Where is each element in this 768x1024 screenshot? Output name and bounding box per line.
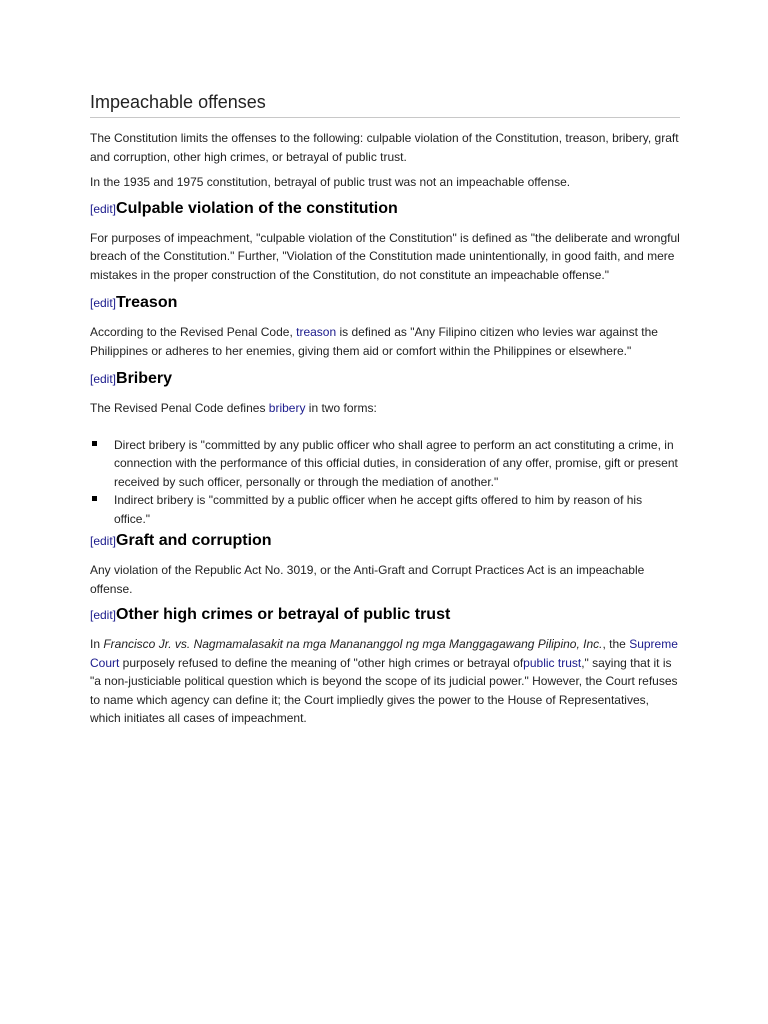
list-item [90, 491, 680, 528]
square-bullet-icon [92, 496, 97, 501]
edit-link-bribery[interactable]: [edit] [90, 372, 117, 386]
edit-link-culpable[interactable]: [edit] [90, 201, 117, 216]
page-title: Impeachable offenses [90, 88, 680, 118]
section-title-graft: Graft and corruption [116, 532, 272, 549]
other-text-tail: ," saying that it is "a non-justiciable political question which is beyond the scope of its judicial power." However, the Court refuses to name which agency can define it; the Court impliedly gives the power to the House of Representatives, which initiates all cases of impeachment. [90, 655, 678, 725]
note-paragraph: In the 1935 and 1975 constitution, betrayal of public trust was not an impeachable offense. [90, 175, 571, 189]
other-text-mid: purposely refused to define the meaning of "other high crimes or betrayal of [119, 655, 524, 670]
section-body-bribery [90, 399, 680, 418]
section-body-graft: Any violation of the Republic Act No. 3019, or the Anti-Graft and Corrupt Practices Act is an impeachable offense. [90, 563, 645, 596]
bribery-link[interactable]: bribery [268, 401, 306, 415]
bribery-list [90, 436, 680, 529]
intro-paragraph: The Constitution limits the offenses to the following: culpable violation of the Constitution, treason, bribery, graft and corruption, other high crimes, or betrayal of public trust. [90, 131, 679, 164]
section-body-other [90, 635, 680, 728]
section-heading-other [90, 604, 680, 626]
article-content [90, 88, 680, 728]
bribery-text-before: The Revised Penal Code defines [90, 401, 269, 415]
public-trust-link[interactable]: public trust [523, 655, 582, 670]
edit-link-graft[interactable]: [edit] [90, 534, 117, 548]
treason-link[interactable]: treason [296, 325, 337, 339]
section-heading-bribery [90, 368, 680, 390]
section-heading-graft [90, 530, 680, 552]
section-title-bribery: Bribery [116, 370, 173, 387]
section-title-other: Other high crimes or betrayal of public trust [116, 606, 451, 623]
section-body-treason [90, 323, 680, 360]
list-item [90, 436, 680, 492]
section-heading-culpable [90, 198, 680, 220]
treason-text-after: is defined as "Any Filipino citizen who levies war against the Philippines or adheres to her enemies, giving them aid or comfort within the Philippines or elsewhere." [90, 325, 658, 358]
section-heading-treason [90, 292, 680, 314]
section-title-treason: Treason [116, 294, 178, 311]
edit-link-treason[interactable]: [edit] [90, 296, 117, 310]
bribery-text-after: in two forms: [305, 401, 377, 415]
treason-text-before: According to the Revised Penal Code, [90, 325, 297, 339]
list-item-text: Direct bribery is "committed by any public officer who shall agree to perform an act constituting a crime, in connection with the performance of this official duties, in consideration of any offer, promise, gift or present received by such officer, personally or through the mediation of another." [114, 437, 678, 489]
other-text-after-case: , the [602, 637, 630, 651]
list-item-text: Indirect bribery is "committed by a public officer when he accept gifts offered to him by reason of his office." [114, 493, 643, 526]
square-bullet-icon [92, 441, 97, 446]
edit-link-other[interactable]: [edit] [90, 608, 117, 622]
section-title-culpable: Culpable violation of the constitution [116, 199, 398, 217]
supreme-court-link[interactable]: Supreme Court [90, 637, 678, 670]
other-text-lead: In [90, 637, 104, 651]
case-name: Francisco Jr. vs. Nagmamalasakit na mga Manananggol ng mga Manggagawang Pilipino, Inc. [103, 637, 603, 651]
section-body-culpable: For purposes of impeachment, "culpable violation of the Constitution" is defined as "the deliberate and wrongful breach of the Constitution." Further, "Violation of the Constitution made unintentionally, in good faith, and mere mistakes in the proper construction of the Constitution, do not constitute an impeachable offense." [90, 230, 680, 282]
